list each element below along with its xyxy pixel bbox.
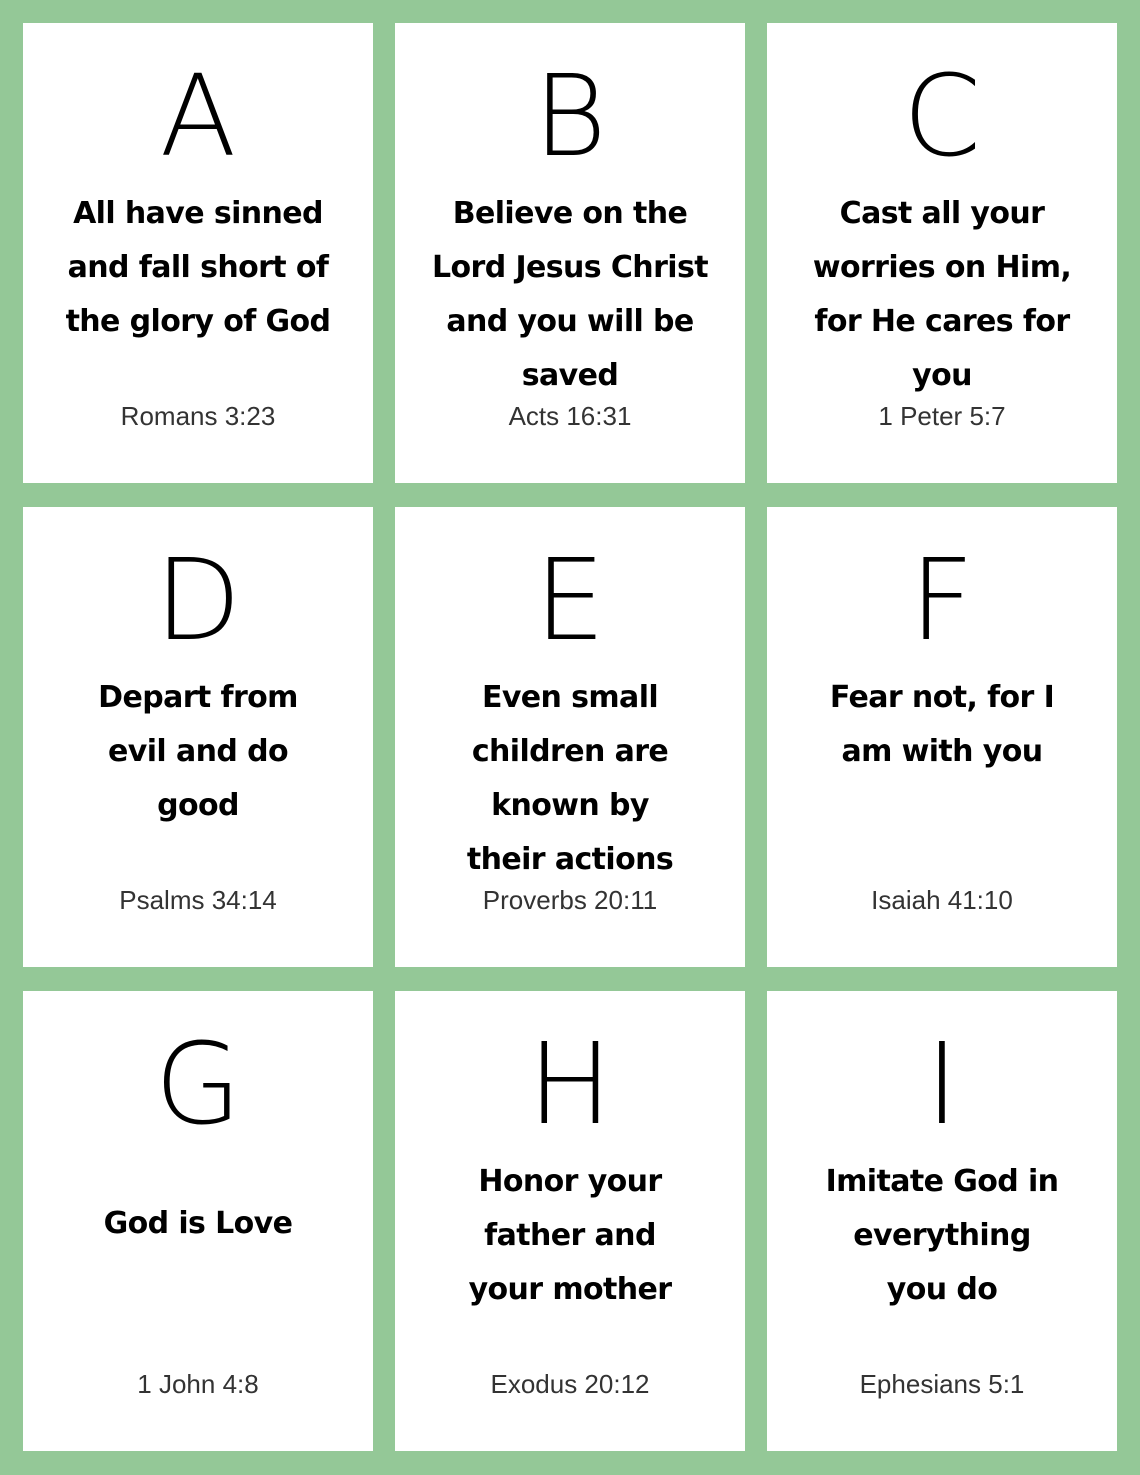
card-verse: Cast all your worries on Him, for He cares for you <box>812 196 1072 393</box>
card-verse: All have sinned and fall short of the glory of God <box>65 196 331 339</box>
card-letter: H <box>527 1020 613 1150</box>
card-reference: Psalms 34:14 <box>119 885 277 915</box>
card-verse: Honor your father and your mother <box>468 1164 672 1307</box>
card-a <box>23 23 373 483</box>
card-i <box>767 991 1117 1451</box>
card-letter: D <box>154 536 242 666</box>
card-b <box>395 23 745 483</box>
card-h <box>395 991 745 1451</box>
card-letter: F <box>909 536 975 666</box>
card-letter: G <box>154 1020 242 1150</box>
card-reference: Exodus 20:12 <box>490 1369 650 1399</box>
card-verse: God is Love <box>103 1206 293 1241</box>
card-verse: Even small children are known by their actions <box>466 680 674 877</box>
card-reference: Acts 16:31 <box>508 401 632 431</box>
card-reference: Proverbs 20:11 <box>482 885 658 915</box>
card-verse: Fear not, for I am with you <box>829 680 1055 769</box>
card-verse: Believe on the Lord Jesus Christ and you will be saved <box>432 196 708 393</box>
card-reference: Isaiah 41:10 <box>871 885 1013 915</box>
card-e <box>395 507 745 967</box>
card-verse: Depart from evil and do good <box>98 680 298 823</box>
card-d <box>23 507 373 967</box>
card-reference: Ephesians 5:1 <box>859 1369 1025 1399</box>
card-g <box>23 991 373 1451</box>
card-reference: 1 Peter 5:7 <box>878 401 1006 431</box>
card-reference: Romans 3:23 <box>120 401 276 431</box>
card-letter: C <box>902 52 982 182</box>
card-f <box>767 507 1117 967</box>
card-letter: A <box>159 52 237 182</box>
card-letter: I <box>925 1020 959 1150</box>
card-letter: E <box>534 536 606 666</box>
card-c <box>767 23 1117 483</box>
card-verse: Imitate God in everything you do <box>825 1164 1059 1307</box>
card-reference: 1 John 4:8 <box>137 1369 259 1399</box>
card-letter: B <box>533 52 607 182</box>
